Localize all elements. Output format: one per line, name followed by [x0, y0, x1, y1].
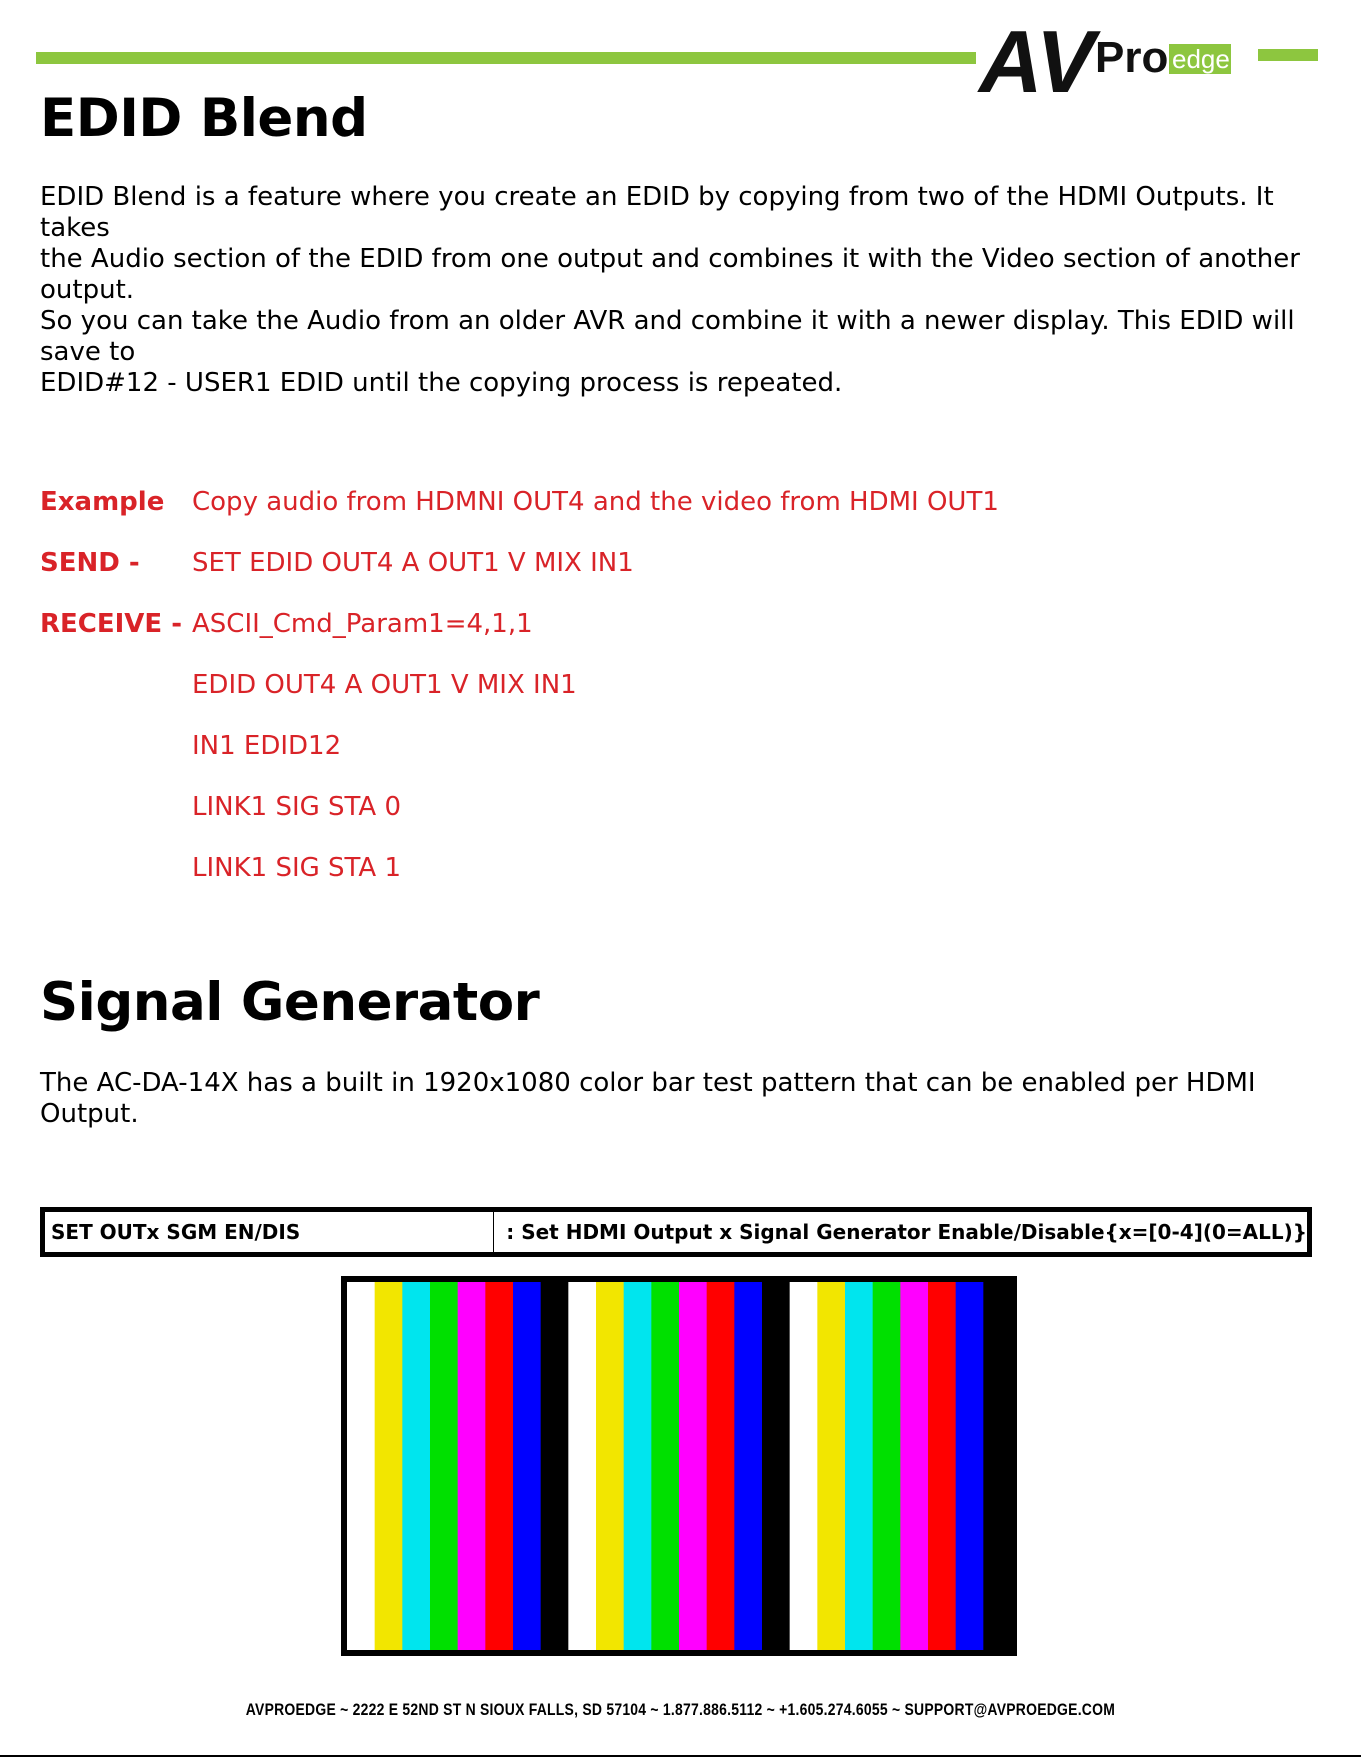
color-bar: [596, 1282, 624, 1650]
receive-line: EDID OUT4 A OUT1 V MIX IN1: [192, 670, 577, 700]
color-bar: [513, 1282, 541, 1650]
color-bar: [790, 1282, 818, 1650]
example-label: Example: [40, 487, 165, 517]
edid-blend-line-2: the Audio section of the EDID from one output and combines it with the Video section of another output.: [40, 244, 1300, 305]
color-bar: [568, 1282, 596, 1650]
bottom-rule: [0, 1755, 1361, 1757]
edid-blend-description: [40, 182, 1330, 399]
color-bar: [485, 1282, 513, 1650]
color-bar: [928, 1282, 956, 1650]
color-bar: [817, 1282, 845, 1650]
color-bar: [347, 1282, 375, 1650]
command-description: : Set HDMI Output x Signal Generator Enable/Disable{x=[0-4](0=ALL)}: [506, 1220, 1307, 1244]
color-bar: [679, 1282, 707, 1650]
color-bar: [762, 1282, 790, 1650]
command-table: [40, 1207, 1312, 1257]
color-bar: [651, 1282, 679, 1650]
edid-blend-line-1: EDID Blend is a feature where you create an EDID by copying from two of the HDMI Outputs. It takes: [40, 182, 1274, 243]
edid-blend-line-4: EDID#12 - USER1 EDID until the copying process is repeated.: [40, 368, 843, 398]
color-bar: [541, 1282, 569, 1650]
logo-av-mark: AV: [979, 12, 1095, 100]
logo-pro-word: Pro: [1095, 33, 1169, 82]
color-bar: [873, 1282, 901, 1650]
receive-line: LINK1 SIG STA 0: [192, 792, 402, 822]
color-bar: [956, 1282, 984, 1650]
signal-generator-heading: Signal Generator: [40, 972, 540, 1033]
header-green-rule: [36, 52, 976, 64]
color-bar-test-pattern: [341, 1276, 1017, 1656]
edid-blend-heading: EDID Blend: [40, 88, 368, 149]
command-syntax: SET OUTx SGM EN/DIS: [45, 1212, 494, 1252]
color-bar: [734, 1282, 762, 1650]
logo-edge-word: edge: [1172, 44, 1230, 74]
receive-line: ASCII_Cmd_Param1=4,1,1: [192, 609, 533, 639]
receive-label: RECEIVE -: [40, 609, 183, 639]
color-bar: [707, 1282, 735, 1650]
signal-generator-description: The AC-DA-14X has a built in 1920x1080 color bar test pattern that can be enabled per HDMI Output.: [40, 1068, 1256, 1129]
send-label: SEND -: [40, 548, 140, 578]
edid-blend-line-3: So you can take the Audio from an older AVR and combine it with a newer display. This EDID will save to: [40, 306, 1295, 367]
footer-contact: AVPROEDGE ~ 2222 E 52ND ST N SIOUX FALLS, SD 57104 ~ 1.877.886.5112 ~ +1.605.274.6055 ~ SUPPORT@AVPROEDGE.COM: [245, 1700, 1116, 1719]
header-green-rule-right: [1258, 49, 1318, 61]
color-bar: [624, 1282, 652, 1650]
example-text: Copy audio from HDMNI OUT4 and the video from HDMI OUT1: [192, 487, 999, 517]
color-bar: [458, 1282, 486, 1650]
send-command: SET EDID OUT4 A OUT1 V MIX IN1: [192, 548, 634, 578]
color-bar: [900, 1282, 928, 1650]
avproedge-logo: [975, 10, 1255, 100]
color-bar: [402, 1282, 430, 1650]
color-bar: [845, 1282, 873, 1650]
receive-line: IN1 EDID12: [192, 731, 342, 761]
color-bar: [430, 1282, 458, 1650]
color-bar: [375, 1282, 403, 1650]
receive-line: LINK1 SIG STA 1: [192, 853, 402, 883]
color-bar: [983, 1282, 1011, 1650]
